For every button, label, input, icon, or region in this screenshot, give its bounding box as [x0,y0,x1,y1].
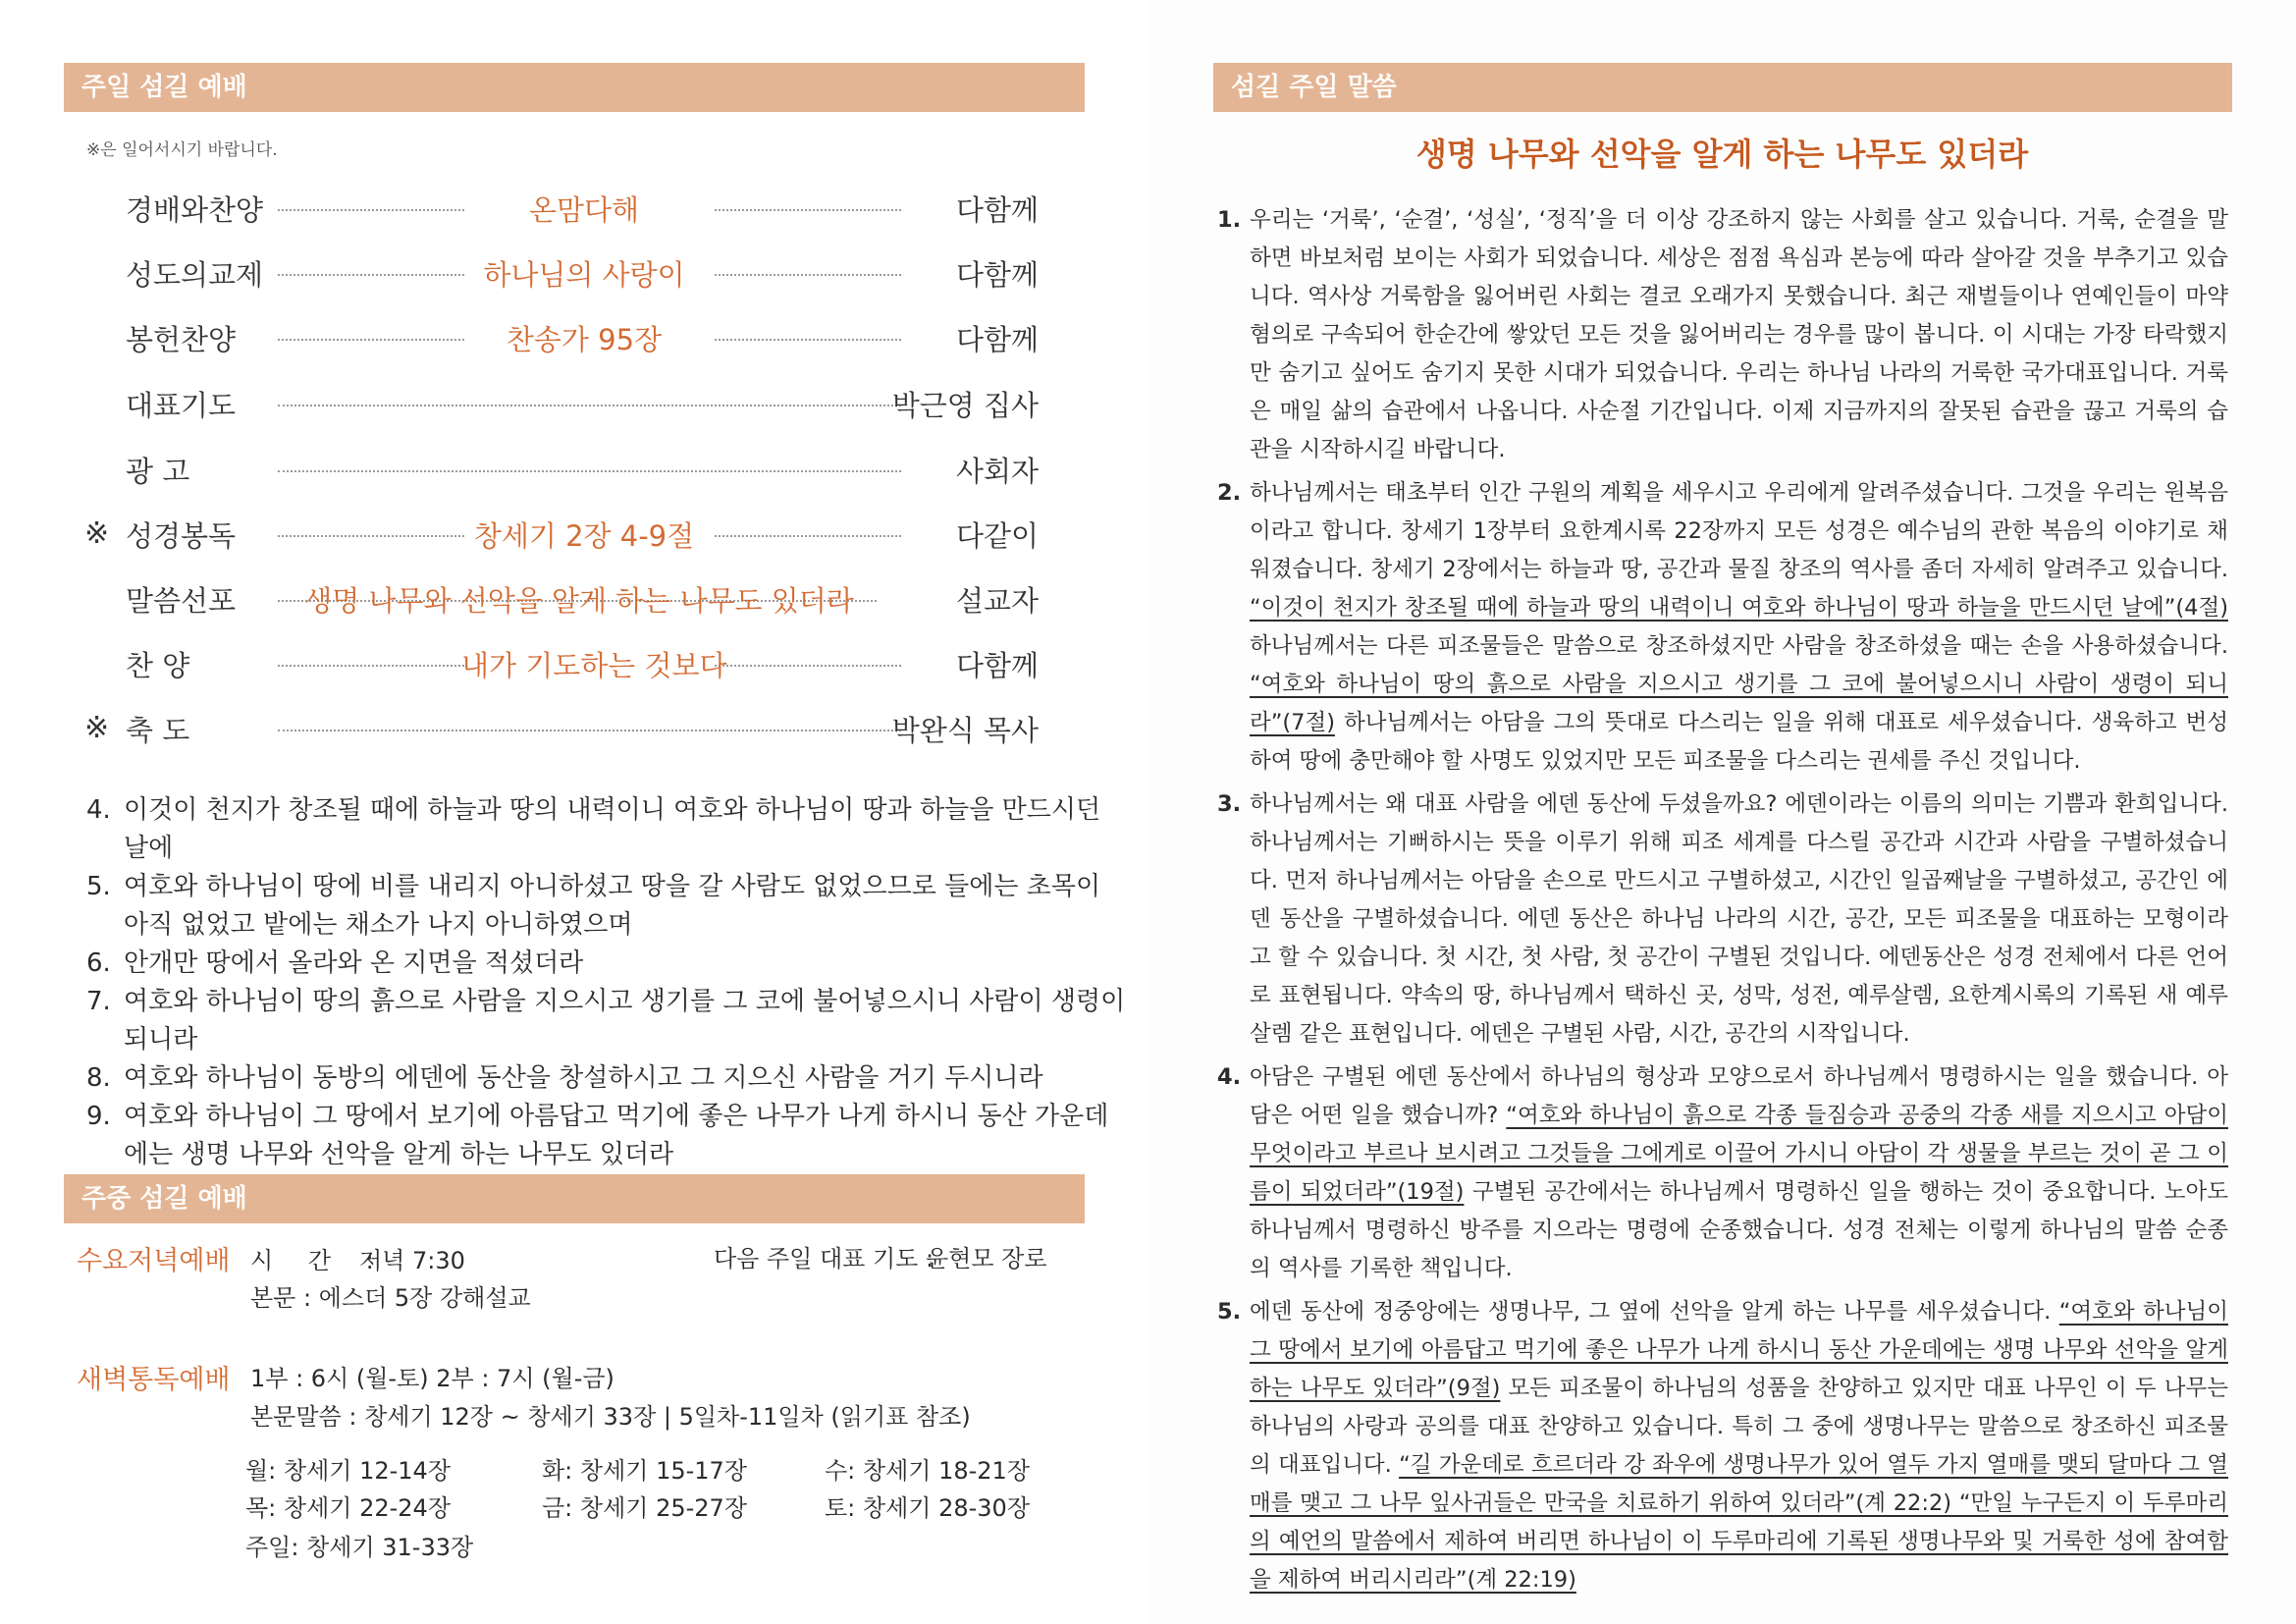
leader-dots [278,405,901,406]
verse [86,791,1127,868]
verse [86,983,1127,1059]
reading-day: 화: 창세기 15-17장 [542,1457,748,1485]
next-prayer-label: 다음 주일 대표 기도 : [714,1245,934,1272]
order-row [0,573,1080,623]
sermon-point [1217,1058,2228,1288]
order-detail: 하나님의 사랑이 [483,258,685,292]
reading-day: 목: 창세기 22-24장 [245,1494,452,1522]
point-sentence: 아담은 구별된 에덴 동산에서 하나님의 형상과 모양으로서 하나님께서 명령하시는 일을 했습니다. 아담은 어떤 일을 했습니까? [1250,1064,2228,1128]
order-label: 경배와찬양 [126,193,264,227]
order-leader: 다함께 [955,193,1039,227]
reading-day: 월: 창세기 12-14장 [245,1457,452,1485]
verse-number: 9. [86,1102,111,1131]
point-sentence: 우리는 ‘거룩’, ‘순결’, ‘성실’, ‘정직’을 더 이상 강조하지 않는 사회를 살고 있습니다. 거룩, 순결을 말하면 바보처럼 보이는 사회가 되었습니다. 세상은 점점 욕심과 본능에 따라 살아갈 것을 부추기고 있습니다. 역사상 거룩함을 잃어버린 사회는 결코 오래가지 못했습니다. 최근 재벌들이나 연예인들이 마약 혐의로 구속되어 한순간에 쌓았던 모든 것을 잃어버리는 경우를 많이 봅니다. 이 시대는 가장 타락했지만 숨기고 싶어도 숨기지 못한 시대가 되었습니다. 우리는 하나님 나라의 거룩한 국가대표입니다. 거룩은 매일 삶의 습관에서 나옵니다. 사순절 기간입니다. 이제 지금까지의 잘못된 습관을 끊고 거룩의 습관을 시작하시길 바랍니다. [1250,207,2228,462]
leader-dots [715,339,901,341]
sermon-point [1217,1293,2228,1599]
order-label: 광 고 [126,455,190,488]
order-leader: 박근영 집사 [891,389,1039,422]
order-leader: 다함께 [955,258,1039,292]
dawn-service-title: 새벽통독예배 [77,1365,231,1395]
order-row [0,378,1080,427]
order-row [0,638,1080,687]
order-label: 성경봉독 [126,519,237,553]
dawn-text: 본문말씀 : 창세기 12장 ~ 창세기 33장 | 5일차-11일차 (읽기표 참조) [250,1403,971,1431]
point-sentence: 하나님께서는 태초부터 인간 구원의 계획을 세우시고 우리에게 알려주셨습니다. 그것을 우리는 원복음이라고 합니다. 창세기 1장부터 요한계시록 22장까지 모든 성경은 예수님의 관한 복음의 이야기로 채워졌습니다. 창세기 2장에서는 하늘과 땅, 공간과 물질 창조의 역사를 좀더 자세히 알려주고 있습니다. [1250,480,2228,582]
section-header-sunday-service: 주일 섬길 예배 [64,63,1085,112]
wednesday-service-title: 수요저녁예배 [77,1246,231,1276]
order-leader: 다함께 [955,323,1039,356]
leader-dots [715,665,901,667]
sermon-points [1217,201,2228,1604]
verse-text: 여호와 하나님이 그 땅에서 보기에 아름답고 먹기에 좋은 나무가 나게 하시니 동산 가운데에는 생명 나무와 선악을 알게 하는 나무도 있더라 [124,1102,1109,1169]
sermon-point [1217,474,2228,781]
leader-dots [715,535,901,537]
quoted-scripture: “여호와 하나님이 그 땅에서 보기에 아름답고 먹기에 좋은 나무가 나게 하시니 동산 가운데에는 생명 나무와 선악을 알게 하는 나무도 있더라”(9절) [1250,1299,2228,1401]
order-label: 찬 양 [126,649,190,682]
point-text [1250,1058,2228,1288]
point-text [1250,474,2228,781]
order-detail: 내가 기도하는 것보다 [461,649,727,682]
verse [86,1098,1127,1174]
leader-dots [278,274,464,276]
quoted-scripture: “여호와 하나님이 흙으로 각종 들짐승과 공중의 각종 새를 지으시고 아담이 무엇이라고 부르나 보시려고 그것들을 그에게로 이끌어 가시니 아담이 각 생물을 부르는 것이 곧 그 이름이 되었더라”(19절) [1250,1103,2228,1205]
order-detail: 생명 나무와 선악을 알게 하는 나무도 있더라 [304,584,854,618]
order-row [0,183,1080,232]
quoted-scripture: “길 가운데로 흐르더라 강 좌우에 생명나무가 있어 열두 가지 열매를 맺되 달마다 그 열매를 맺고 그 나무 잎사귀들은 만국을 치료하기 위하여 있더라”(계 22:2) “만일 누구든지 이 두루마리의 예언의 말씀에서 제하여 버리면 하나님이 이 두루마리에 기록된 생명나무와 및 거룩한 성에 참여함을 제하여 버리시리라”(계 22:19) [1250,1452,2229,1593]
sermon-point [1217,201,2228,469]
leader-dots [278,339,464,341]
order-row [0,509,1080,558]
point-text [1250,201,2228,469]
order-row [0,312,1080,361]
order-label: 축 도 [126,714,190,747]
verse-number: 8. [86,1063,111,1093]
verse-number: 6. [86,948,111,978]
wednesday-time: 저녁 7:30 [359,1247,465,1274]
point-sentence: 하나님께서는 왜 대표 사람을 에덴 동산에 두셨을까요? 에덴이라는 이름의 의미는 기쁨과 환희입니다. 하나님께서는 기뻐하시는 뜻을 이루기 위해 피조 세계를 다스릴 공간과 시간과 사람을 구별하셨습니다. 먼저 하나님께서는 아담을 손으로 만드시고 구별하셨고, 시간인 일곱째날을 구별하셨고, 공간인 에덴 동산을 구별하셨습니다. 에덴 동산은 하나님 나라의 시간, 공간, 모든 피조물을 대표하는 모형이라고 할 수 있습니다. 첫 시간, 첫 사람, 첫 공간이 구별된 것입니다. 에덴동산은 성경 전체에서 다른 언어로 표현됩니다. 약속의 땅, 하나님께서 택하신 곳, 성막, 성전, 예루살렘, 요한계시록의 기록된 새 예루살렘 같은 표현입니다. 에덴은 구별된 사람, 시간, 공간의 시작입니다. [1250,791,2228,1047]
point-number: 1. [1217,207,1242,233]
leader-dots [278,730,901,731]
standing-mark: ※ [84,516,110,551]
order-label: 말씀선포 [126,584,237,618]
leader-dots [278,535,464,537]
reading-day: 금: 창세기 25-27장 [542,1494,748,1522]
scripture-reading [86,791,1127,1174]
standing-note: ※은 일어서시기 바랍니다. [86,140,278,160]
point-number: 5. [1217,1299,1242,1325]
reading-day: 수: 창세기 18-21장 [825,1457,1031,1485]
point-sentence: 에덴 동산에 정중앙에는 생명나무, 그 옆에 선악을 알게 하는 나무를 세우셨습니다. [1250,1299,2059,1325]
verse-text: 여호와 하나님이 땅에 비를 내리지 아니하셨고 땅을 갈 사람도 없었으므로 들에는 초목이 아직 없었고 밭에는 채소가 나지 아니하였으며 [124,872,1101,940]
order-row [0,444,1080,493]
point-number: 2. [1217,480,1242,506]
leader-dots [715,209,901,211]
reading-day: 토: 창세기 28-30장 [825,1494,1031,1522]
quoted-scripture: “이것이 천지가 창조될 때에 하늘과 땅의 내력이니 여호와 하나님이 땅과 하늘을 만드시던 날에”(4절) [1250,595,2228,621]
verse-number: 7. [86,987,111,1016]
section-header-weekly-service: 주중 섬길 예배 [64,1174,1085,1223]
wednesday-time-label: 시 간 : [250,1247,374,1274]
order-leader: 다같이 [955,519,1039,553]
order-detail: 온맘다해 [528,193,640,227]
point-sentence: 하나님께서는 아담을 그의 뜻대로 다스리는 일을 위해 대표로 세우셨습니다. 생육하고 번성하여 땅에 충만해야 할 사명도 있었지만 모든 피조물을 다스리는 권세를 주신 것입니다. [1250,710,2228,774]
order-detail: 창세기 2장 4-9절 [473,519,695,553]
verse-number: 5. [86,872,111,901]
standing-mark: ※ [84,711,110,745]
section-header-sermon: 섬길 주일 말씀 [1213,63,2232,112]
point-number: 3. [1217,791,1242,817]
verse-number: 4. [86,795,111,825]
order-label: 봉헌찬양 [126,323,237,356]
point-sentence: 구별된 공간에서는 하나님께서 명령하신 일을 행하는 것이 중요합니다. 노아도 하나님께서 명령하신 방주를 지으라는 명령에 순종했습니다. 성경 전체는 이렇게 하나님의 말씀 순종의 역사를 기록한 책입니다. [1250,1179,2228,1281]
order-leader: 사회자 [955,455,1039,488]
order-leader: 다함께 [955,649,1039,682]
verse [86,1059,1127,1098]
leader-dots [278,209,464,211]
order-leader: 설교자 [955,584,1039,618]
point-number: 4. [1217,1064,1242,1090]
leader-dots [715,274,901,276]
verse-text: 이것이 천지가 창조될 때에 하늘과 땅의 내력이니 여호와 하나님이 땅과 하늘을 만드시던 날에 [124,795,1101,863]
sermon-point [1217,785,2228,1054]
wednesday-text: 본문 : 에스더 5장 강해설교 [250,1284,531,1312]
order-label: 대표기도 [126,389,237,422]
order-label: 성도의교제 [126,258,264,292]
dawn-schedule: 1부 : 6시 (월-토) 2부 : 7시 (월-금) [250,1365,614,1392]
point-sentence: 하나님께서는 다른 피조물들은 말씀으로 창조하셨지만 사람을 창조하셨을 때는 손을 사용하셨습니다. [1250,633,2228,659]
order-row [0,703,1080,752]
point-text [1250,1293,2228,1599]
verse [86,945,1127,983]
leader-dots [278,470,901,472]
point-text [1250,785,2228,1054]
leader-dots [278,665,464,667]
order-row [0,247,1080,297]
sermon-title: 생명 나무와 선악을 알게 하는 나무도 있더라 [1415,135,2029,173]
order-detail: 찬송가 95장 [506,323,663,356]
verse-text: 안개만 땅에서 올라와 온 지면을 적셨더라 [124,948,584,978]
next-prayer-name: 윤현모 장로 [926,1245,1047,1272]
verse-text: 여호와 하나님이 땅의 흙으로 사람을 지으시고 생기를 그 코에 불어넣으시니 사람이 생령이 되니라 [124,987,1126,1055]
reading-day: 주일: 창세기 31-33장 [245,1534,474,1561]
order-leader: 박완식 목사 [891,714,1039,747]
verse [86,868,1127,945]
quoted-scripture: “여호와 하나님이 땅의 흙으로 사람을 지으시고 생기를 그 코에 불어넣으시니 사람이 생령이 되니라”(7절) [1250,672,2228,735]
point-sentence: 모든 피조물이 하나님의 성품을 찬양하고 있지만 대표 나무인 이 두 나무는 하나님의 사랑과 공의를 대표 찬양하고 있습니다. 특히 그 중에 생명나무는 말씀으로 창조하신 피조물의 대표입니다. [1250,1376,2228,1478]
verse-text: 여호와 하나님이 동방의 에덴에 동산을 창설하시고 그 지으신 사람을 거기 두시니라 [124,1063,1043,1093]
